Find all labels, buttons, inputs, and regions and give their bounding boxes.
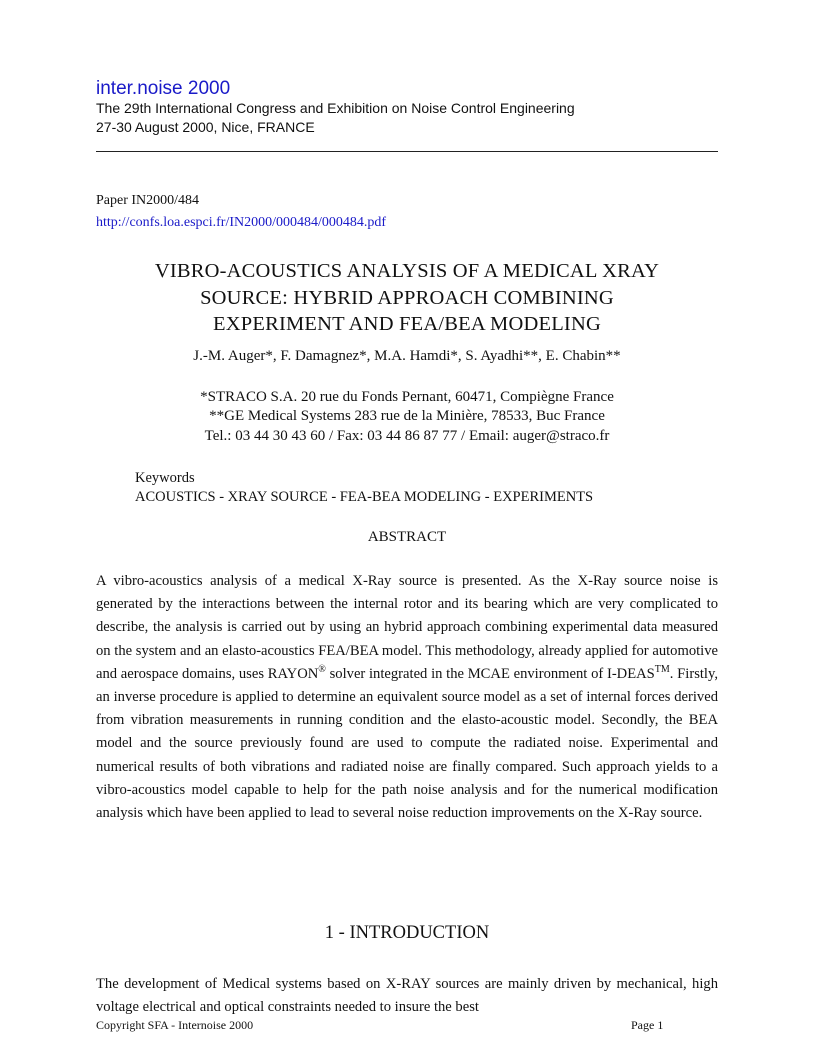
conference-subtitle: The 29th International Congress and Exhibition on Noise Control Engineering (96, 100, 575, 116)
contact-info: Tel.: 03 44 30 43 60 / Fax: 03 44 86 87 77 / Email: auger@straco.fr (204, 428, 610, 444)
paper-title (96, 258, 718, 338)
conference-dates: 27-30 August 2000, Nice, FRANCE (96, 119, 315, 135)
conference-name: inter.noise 2000 (96, 78, 231, 99)
abstract-part: solver integrated in the MCAE environment of I-DEAS (325, 665, 655, 682)
title-line: VIBRO-ACOUSTICS ANALYSIS OF A MEDICAL XRAY (154, 260, 660, 282)
paper-url-link[interactable]: http://confs.loa.espci.fr/IN2000/000484/000484.pdf (96, 215, 387, 230)
abstract-heading: ABSTRACT (367, 529, 447, 545)
introduction-heading: 1 - INTRODUCTION (324, 923, 490, 943)
abstract-part: A vibro-acoustics analysis of a medical X-Ray source is presented. As the X-Ray source noise is generated by the interactions between the internal rotor and its bearing which are very complicated to describe, the analysis is carried out by using an hybrid approach combining experimental data measured on the system and an elasto-acoustics FEA/BEA model. This methodology, already applied for automotive and aerospace domains, uses RAYON (96, 573, 718, 682)
header-divider (96, 151, 718, 152)
registered-mark: ® (318, 663, 326, 675)
trademark-mark: TM (654, 663, 670, 675)
abstract-text (96, 570, 718, 825)
authors: J.-M. Auger*, F. Damagnez*, M.A. Hamdi*, S. Ayadhi**, E. Chabin** (193, 348, 621, 364)
paper-id: Paper IN2000/484 (96, 193, 200, 208)
keywords-label: Keywords (135, 470, 195, 486)
footer-page-number: Page 1 (631, 1018, 664, 1032)
footer-copyright: Copyright SFA - Internoise 2000 (96, 1018, 254, 1032)
title-line: EXPERIMENT AND FEA/BEA MODELING (213, 313, 601, 335)
introduction-text: The development of Medical systems based on X-RAY sources are mainly driven by mechanical, high voltage electrical and optical constraints needed to insure the best (96, 976, 718, 1016)
title-line: SOURCE: HYBRID APPROACH COMBINING (200, 286, 614, 309)
keywords-list: ACOUSTICS - XRAY SOURCE - FEA-BEA MODELING - EXPERIMENTS (135, 489, 594, 505)
affiliation-straco: *STRACO S.A. 20 rue du Fonds Pernant, 60471, Compiègne France (200, 389, 614, 405)
affiliation-ge: **GE Medical Systems 283 rue de la Minière, 78533, Buc France (209, 408, 605, 424)
abstract-part: . Firstly, an inverse procedure is applied to determine an equivalent source model as a set of internal forces derived from vibration measurements in running condition and the elasto-acoustic model. Secondly, the BEA model and the source previously found are used to compute the radiated noise. Experimental and numerical results of both vibrations and radiated noise are finally compared. Such approach yields to a vibro-acoustics model capable to help for the path noise analysis and for the numerical modification analysis which have been applied to lead to several noise reduction improvements on the X-Ray source. (96, 665, 718, 822)
